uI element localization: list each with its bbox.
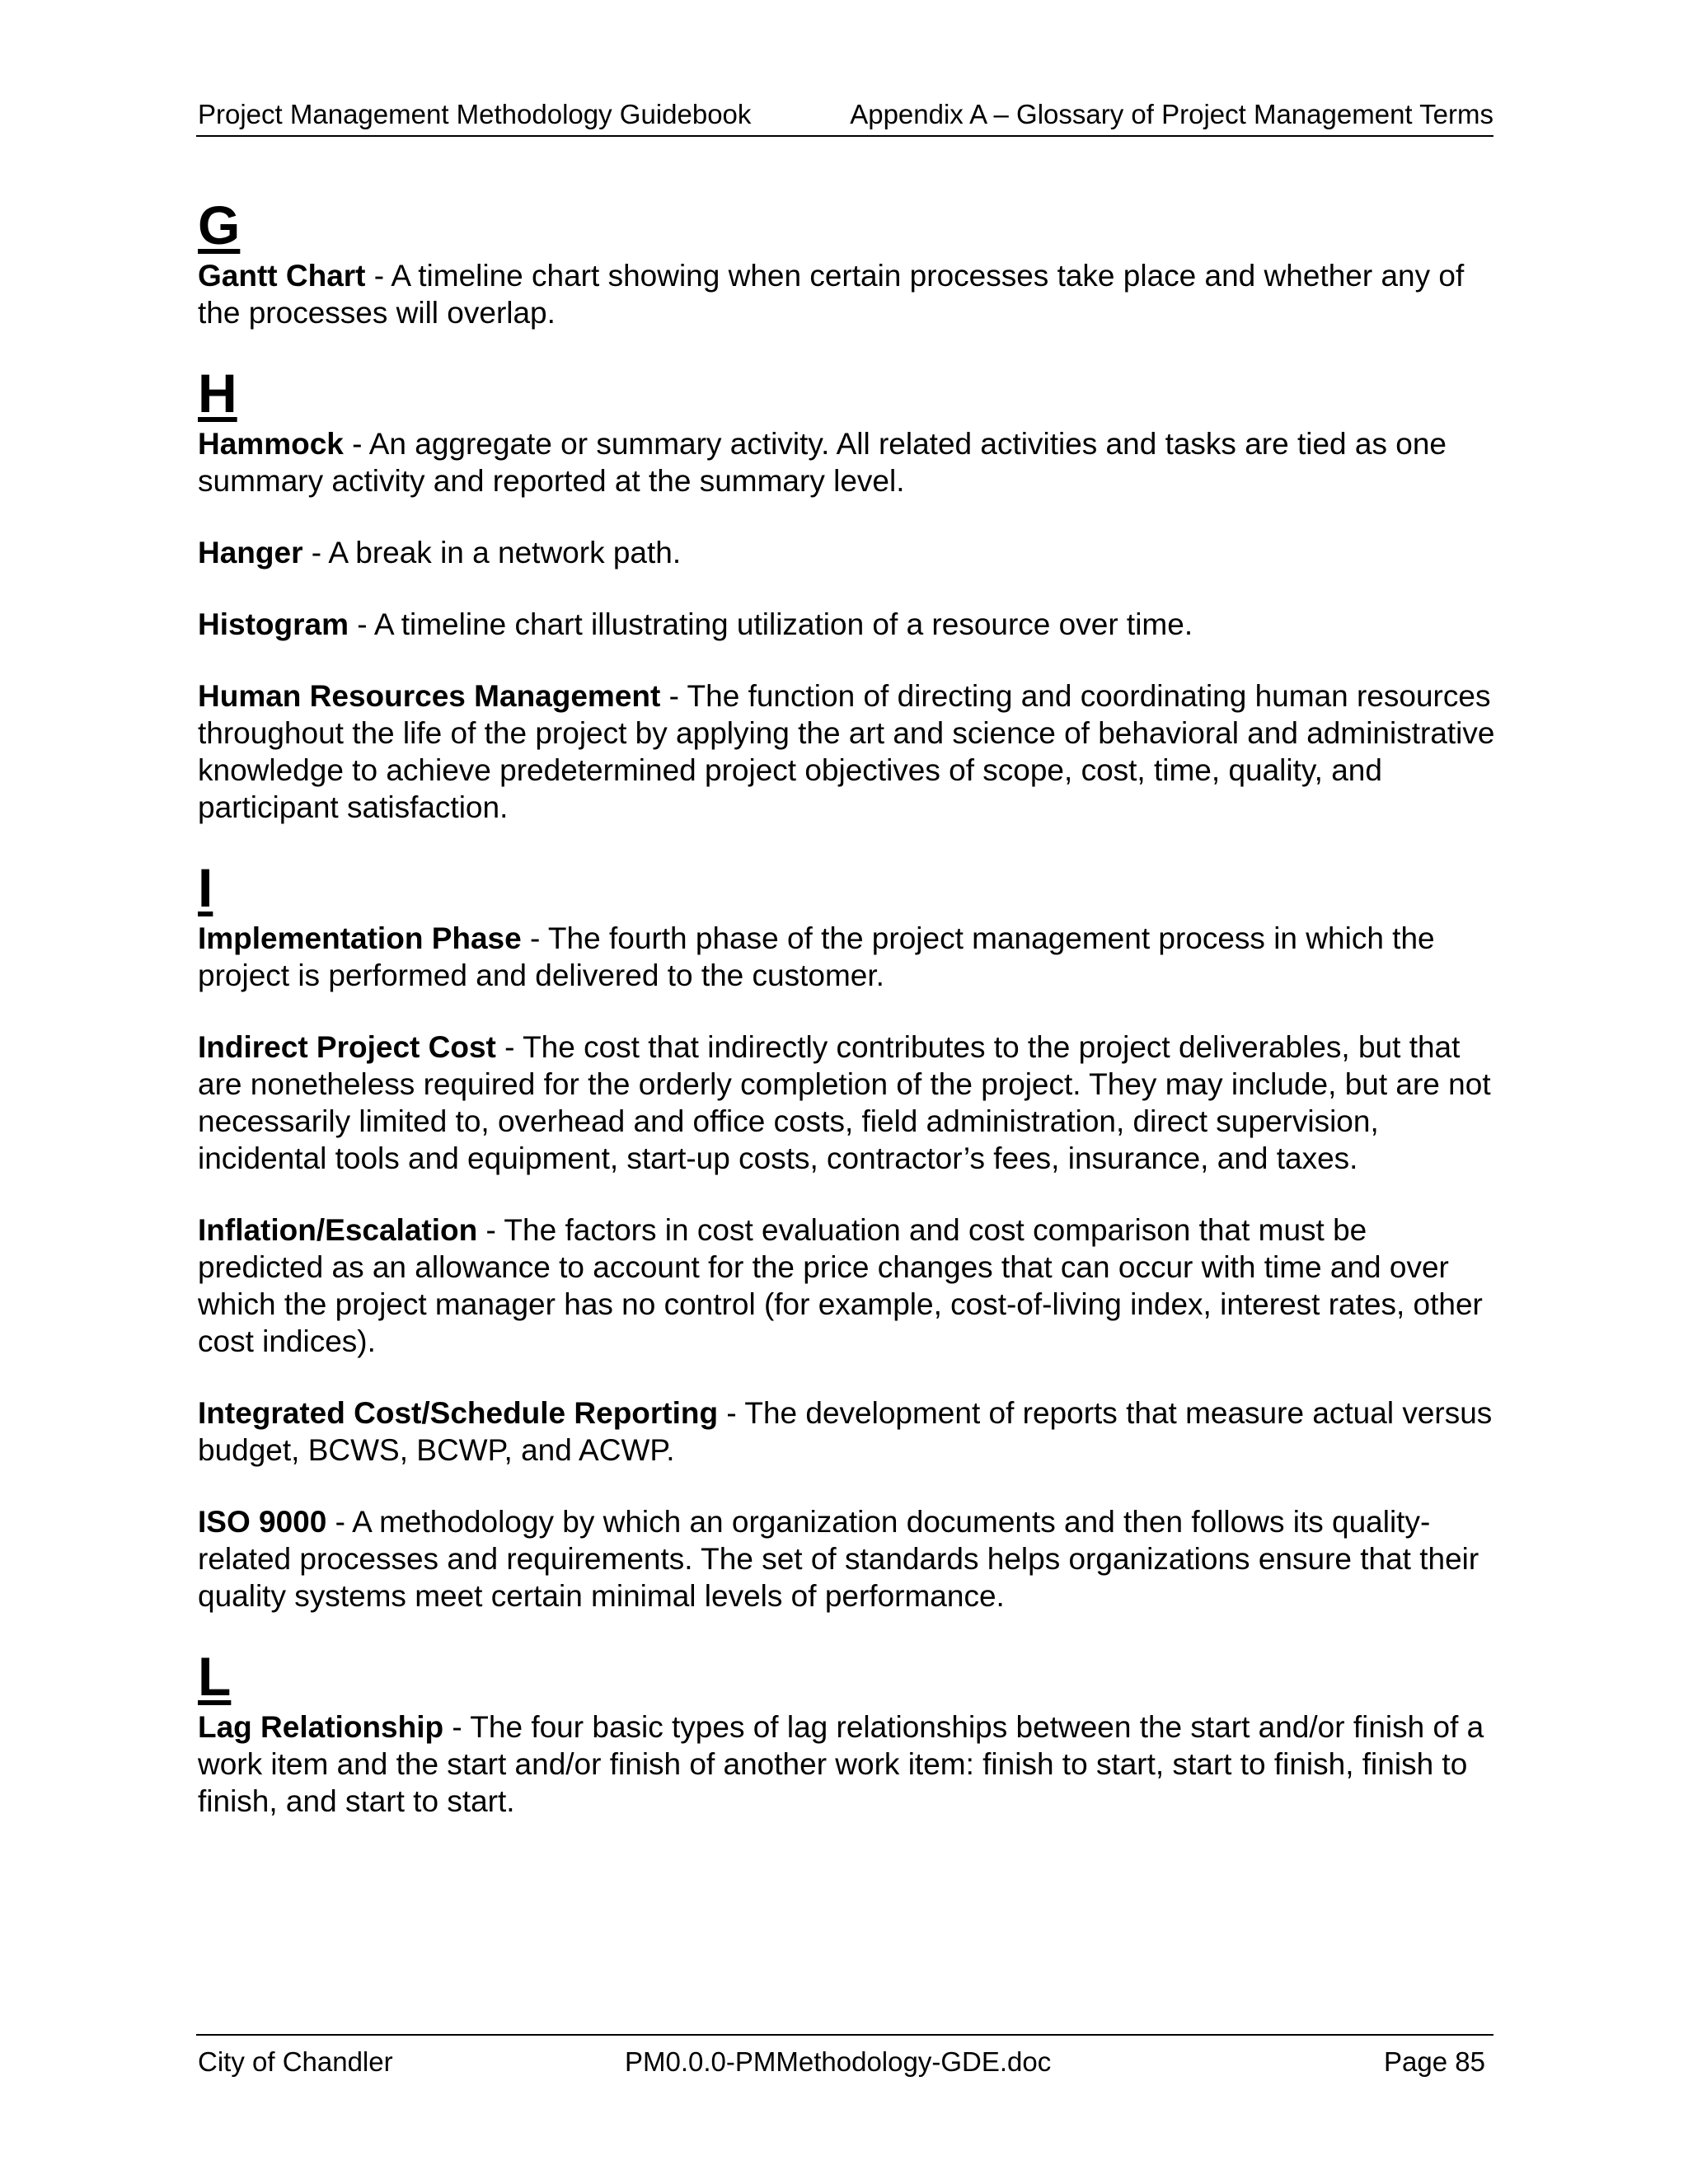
page-footer [196, 2034, 1493, 2085]
glossary-definition: - The four basic types of lag relationships between the start and/or finish of a work item and the start and/or finish of another work item: finish to start, start to finish, finish to finish, and start to start. [198, 1710, 1484, 1818]
glossary-definition: - An aggregate or summary activity. All related activities and tasks are tied as one summary activity and reported at the summary level. [198, 427, 1447, 498]
footer-page-number: Page 85 [1384, 2046, 1485, 2077]
glossary-definition: - The development of reports that measure actual versus budget, BCWS, BCWP, and ACWP. [198, 1396, 1493, 1467]
glossary-definition: - The function of directing and coordinating human resources throughout the life of the project by applying the art and science of behavioral and administrative knowledge to achieve predetermined project objectives of scope, cost, time, quality, and participant satisfaction. [198, 679, 1495, 824]
section-letter: L [198, 1646, 232, 1707]
glossary-term: Histogram [198, 607, 349, 641]
glossary-term: Indirect Project Cost [198, 1030, 496, 1064]
glossary-entry [198, 1212, 1500, 1360]
glossary-definition: - A timeline chart showing when certain processes take place and whether any of the processes will overlap. [198, 259, 1465, 330]
glossary-term: Hanger [198, 536, 303, 569]
glossary-term: Inflation/Escalation [198, 1213, 478, 1247]
section-letter: G [198, 194, 241, 255]
glossary-section-i [198, 857, 1500, 1615]
glossary-entry [198, 425, 1500, 499]
footer-organization: City of Chandler [198, 2046, 393, 2077]
glossary-section-h [198, 363, 1500, 826]
glossary-term: ISO 9000 [198, 1505, 327, 1539]
glossary-entry [198, 677, 1500, 826]
glossary-entry [198, 920, 1500, 994]
glossary-section-g [198, 194, 1500, 331]
footer-filename: PM0.0.0-PMMethodology-GDE.doc [625, 2046, 1052, 2077]
header-appendix-title: Appendix A – Glossary of Project Management Terms [850, 99, 1493, 129]
glossary-term: Implementation Phase [198, 921, 522, 955]
glossary-definition: - The cost that indirectly contributes to the project deliverables, but that are nonetheless required for the orderly completion of the project. They may include, but are not necessarily limited to, overhead and office costs, field administration, direct supervision, incidental tools and equipment, start-up costs, contractor’s fees, insurance, and taxes. [198, 1030, 1491, 1175]
glossary-definition: - The factors in cost evaluation and cost comparison that must be predicted as an allowance to account for the price changes that can occur with time and over which the project manager has no control (for example, cost-of-living index, interest rates, other cost indices). [198, 1213, 1483, 1358]
glossary-entry [198, 1503, 1500, 1615]
section-letter: H [198, 363, 237, 424]
glossary-definition: - A methodology by which an organization documents and then follows its quality-related processes and requirements. The set of standards helps organizations ensure that their quality systems meet certain minimal levels of performance. [198, 1505, 1479, 1613]
glossary-term: Integrated Cost/Schedule Reporting [198, 1396, 719, 1430]
glossary-entry [198, 606, 1500, 643]
glossary-section-l [198, 1646, 1500, 1820]
glossary-entry [198, 257, 1500, 331]
glossary-definition: - A break in a network path. [302, 536, 682, 569]
glossary-term: Hammock [198, 427, 344, 461]
glossary-content [198, 194, 1500, 1854]
page-header [196, 97, 1493, 137]
glossary-entry [198, 534, 1500, 571]
header-guidebook-title: Project Management Methodology Guidebook [198, 99, 752, 129]
glossary-entry [198, 1394, 1500, 1469]
glossary-entry [198, 1708, 1500, 1820]
glossary-entry [198, 1029, 1500, 1177]
glossary-term: Human Resources Management [198, 679, 661, 713]
glossary-term: Gantt Chart [198, 259, 366, 293]
glossary-definition: - A timeline chart illustrating utilization of a resource over time. [348, 607, 1193, 641]
section-letter: I [198, 857, 213, 918]
glossary-term: Lag Relationship [198, 1710, 444, 1744]
glossary-definition: - The fourth phase of the project management process in which the project is performed and delivered to the customer. [198, 921, 1435, 992]
